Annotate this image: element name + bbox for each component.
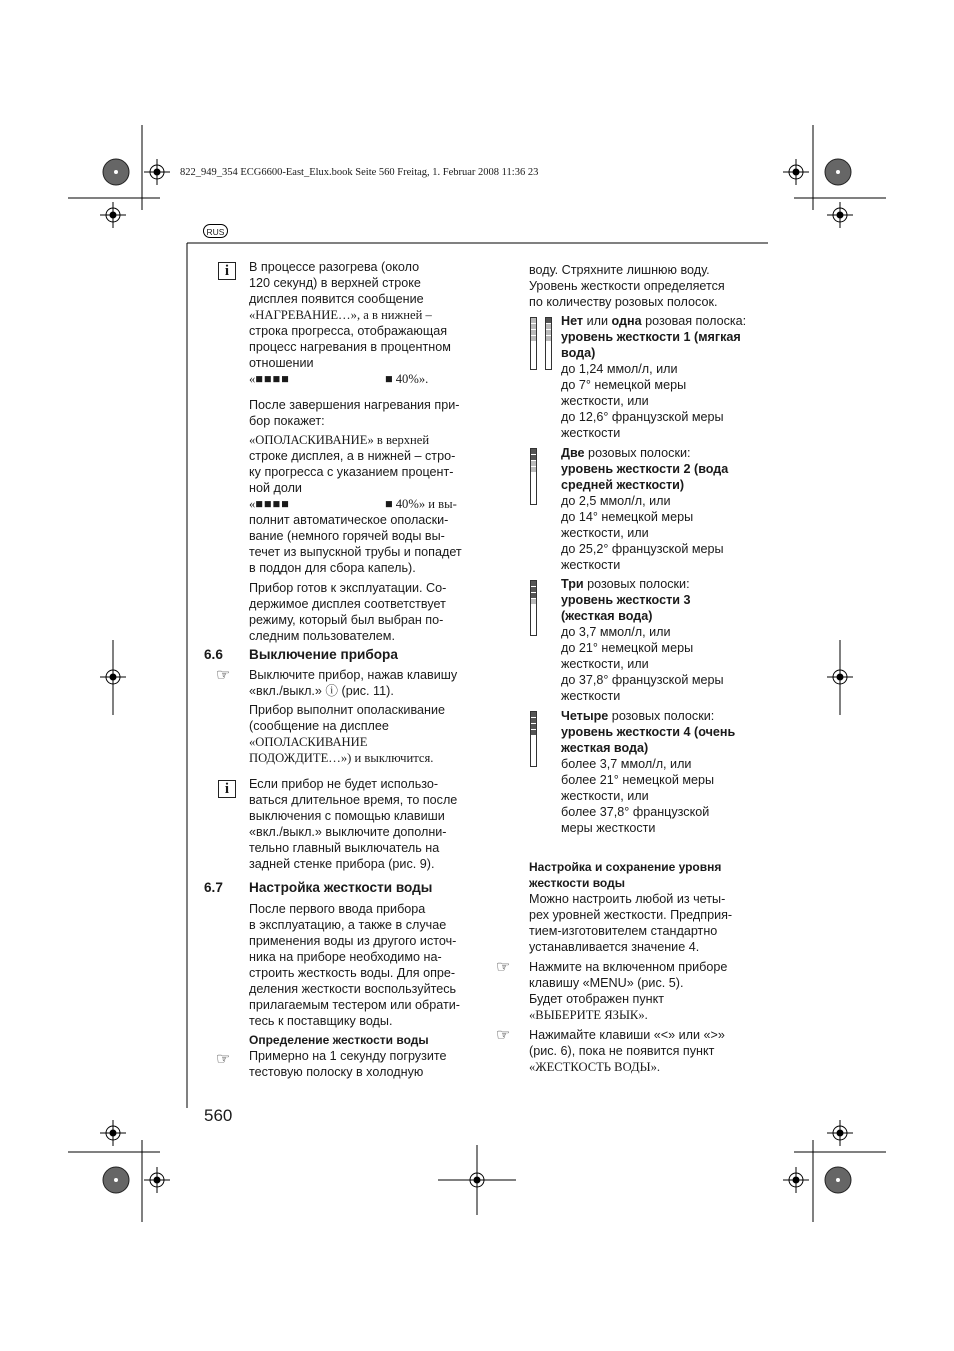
level-count: Две <box>561 446 585 460</box>
section-title: Выключение прибора <box>249 647 398 662</box>
test-strip-intro <box>529 262 759 310</box>
level-title: вода) <box>561 346 596 360</box>
info-icon: i <box>218 780 236 798</box>
text-line: применения воды из другого источ- <box>249 934 457 948</box>
file-info-line: 822_949_354 ECG6600-East_Elux.book Seite 560 Freitag, 1. Februar 2008 11:36 23 <box>180 167 539 178</box>
level-title: (жесткая вода) <box>561 609 653 623</box>
test-strip-icon <box>530 711 537 767</box>
text-line: в поддон для сбора капель). <box>249 561 416 575</box>
text-line: полнит автоматическое ополаски- <box>249 513 449 527</box>
text-line: жесткости, или <box>561 657 649 671</box>
section-number: 6.7 <box>204 880 223 895</box>
language-badge-label: RUS <box>206 227 225 237</box>
pointing-hand-icon: ☞ <box>496 959 511 976</box>
registration-rose-icon <box>103 1167 129 1193</box>
test-strip-icon <box>545 317 552 370</box>
level-title: уровень жесткости 1 (мягкая <box>561 330 741 344</box>
text-line: «ОПОЛАСКИВАНИЕ» в верхней <box>249 433 430 447</box>
level-count: одна <box>611 314 642 328</box>
progress-end: ■ 40%». <box>385 372 429 386</box>
level-lead <box>561 445 761 461</box>
quote-mark: « <box>249 497 256 511</box>
section-number: 6.6 <box>204 647 223 662</box>
text-line: отношении <box>249 356 314 370</box>
text-line: (рис. 6), пока не появится пункт <box>529 1044 715 1058</box>
text-line: ной доли <box>249 481 302 495</box>
text-line: до 25,2° французской меры <box>561 542 724 556</box>
level-lead <box>561 708 761 724</box>
text-line: выключения с помощью клавиши <box>249 809 445 823</box>
registration-cross-icon <box>144 159 170 185</box>
registration-cross-icon <box>100 1120 126 1146</box>
level-title: уровень жесткости 2 (вода <box>561 462 729 476</box>
registration-cross-icon <box>144 1167 170 1193</box>
text-line: до 37,8° французской меры <box>561 673 724 687</box>
progress-end: ■ 40%» и вы- <box>385 497 457 511</box>
text-line: (сообщение на дисплее <box>249 719 389 733</box>
text-line: Прибор выполнит ополаскивание <box>249 703 445 717</box>
quote-mark: « <box>249 372 256 386</box>
level-count: Четыре <box>561 709 609 723</box>
switch-off-steps <box>249 667 479 766</box>
text-line: 120 секунд) в верхней строке <box>249 276 421 290</box>
subheading: Определение жесткости воды <box>249 1033 429 1047</box>
registration-rose-icon <box>103 159 129 185</box>
text-line: ПОДОЖДИТЕ…») и выключится. <box>249 751 434 765</box>
text-line: по количеству розовых полосок. <box>529 295 718 309</box>
test-strip-icon <box>530 580 537 636</box>
text-line: Будет отображен пункт <box>529 992 665 1006</box>
text-line: Выключите прибор, нажав клавишу <box>249 668 458 682</box>
text-line: Можно настроить любой из четы- <box>529 892 726 906</box>
hardness-level-4 <box>561 708 761 836</box>
registration-rose-icon <box>825 1167 851 1193</box>
text-line: жесткости, или <box>561 526 649 540</box>
registration-rose-icon <box>825 159 851 185</box>
text-line: режиму, который был выбран по- <box>249 613 444 627</box>
level-lead <box>561 313 761 329</box>
text-line: меры жесткости <box>561 821 656 835</box>
text-line: жесткости <box>561 558 621 572</box>
text-line: вание (немного горячей воды вы- <box>249 529 445 543</box>
level-count: Нет <box>561 314 584 328</box>
text-line: Уровень жесткости определяется <box>529 279 725 293</box>
text-line: «вкл./выкл.» ⓘ (рис. 11). <box>249 684 394 698</box>
registration-cross-icon <box>100 202 126 228</box>
text-line: После завершения нагревания при- <box>249 398 460 412</box>
language-badge <box>203 224 228 238</box>
progress-blocks: ■■■■ <box>255 372 290 386</box>
long-idle-note <box>249 776 479 872</box>
text-line: прилагаемым тестером или обрати- <box>249 998 460 1012</box>
pointing-hand-icon: ☞ <box>496 1027 511 1044</box>
text-line: Прибор готов к эксплуатации. Со- <box>249 581 447 595</box>
level-title: жесткая вода) <box>561 741 649 755</box>
text-line: задней стенке прибора (рис. 9). <box>249 857 435 871</box>
pointing-hand-icon: ☞ <box>216 667 231 684</box>
heating-note <box>249 259 479 644</box>
text-line: После первого ввода прибора <box>249 902 426 916</box>
text-line: до 7° немецкой меры <box>561 378 687 392</box>
registration-cross-icon <box>827 202 853 228</box>
section-title: Настройка жесткости воды <box>249 880 433 895</box>
registration-cross-icon <box>827 1120 853 1146</box>
text-line: «ОПОЛАСКИВАНИЕ <box>249 735 368 749</box>
text-line: «НАГРЕВАНИЕ…», а в нижней – <box>249 308 432 322</box>
registration-cross-icon <box>783 159 809 185</box>
text-line: ку прогресса с указанием процент- <box>249 465 454 479</box>
text-line: «ЖЕСТКОСТЬ ВОДЫ». <box>529 1060 661 1074</box>
text-line: тесь к поставщику воды. <box>249 1014 393 1028</box>
text-line: ваться длительное время, то после <box>249 793 458 807</box>
pointing-hand-icon: ☞ <box>216 1051 231 1068</box>
text-line: более 3,7 ммол/л, или <box>561 757 692 771</box>
text-line: строить жесткость воды. Для опре- <box>249 966 456 980</box>
level-title: уровень жесткости 4 (очень <box>561 725 736 739</box>
text-line: Нажмите на включенном приборе <box>529 960 728 974</box>
hardness-level-2 <box>561 445 761 573</box>
text-line: более 37,8° французской <box>561 805 710 819</box>
text-line: жесткости, или <box>561 394 649 408</box>
text-line: более 21° немецкой меры <box>561 773 715 787</box>
text-line: держимое дисплея соответствует <box>249 597 446 611</box>
text-line: жесткости, или <box>561 789 649 803</box>
text-fragment: или <box>583 314 612 328</box>
text-line: устанавливается значение 4. <box>529 940 700 954</box>
text-line: дисплея появится сообщение <box>249 292 424 306</box>
text-line: деления жесткости воспользуйтесь <box>249 982 457 996</box>
text-line: Если прибор не будет использо- <box>249 777 439 791</box>
text-line: в эксплуатацию, а также в случае <box>249 918 447 932</box>
text-fragment: розовых полоски: <box>584 446 691 460</box>
level-title: средней жесткости) <box>561 478 685 492</box>
level-count: Три <box>561 577 584 591</box>
text-line: жесткости <box>561 689 621 703</box>
text-line: В процессе разогрева (около <box>249 260 420 274</box>
text-line: тестовую полоску в холодную <box>249 1065 424 1079</box>
text-line: до 1,24 ммол/л, или <box>561 362 678 376</box>
subheading: Настройка и сохранение уровня <box>529 860 722 874</box>
text-fragment: розовых полоски: <box>608 709 715 723</box>
text-line: ника на приборе необходимо на- <box>249 950 442 964</box>
text-line: «ВЫБЕРИТЕ ЯЗЫК». <box>529 1008 648 1022</box>
progress-bar-line <box>249 371 479 387</box>
text-line: до 3,7 ммол/л, или <box>561 625 671 639</box>
hardness-level-1 <box>561 313 761 441</box>
text-fragment: розовая полоска: <box>641 314 747 328</box>
text-line: рех уровней жесткости. Предприя- <box>529 908 733 922</box>
text-line: бор покажет: <box>249 414 325 428</box>
text-line: до 2,5 ммол/л, или <box>561 494 671 508</box>
hardness-level-3 <box>561 576 761 704</box>
text-line: течет из выпускной трубы и попадет <box>249 545 462 559</box>
level-title: уровень жесткости 3 <box>561 593 691 607</box>
text-line: до 14° немецкой меры <box>561 510 694 524</box>
page-number: 560 <box>204 1106 233 1125</box>
text-line: Примерно на 1 секунду погрузите <box>249 1049 447 1063</box>
text-line: строке дисплея, а в нижней – стро- <box>249 449 456 463</box>
hardness-setting-section <box>529 859 761 1075</box>
text-line: Нажимайте клавиши «<» или «>» <box>529 1028 725 1042</box>
subheading: жесткости воды <box>529 876 625 890</box>
registration-cross-icon <box>783 1167 809 1193</box>
progress-bar-line <box>249 496 479 512</box>
text-line: «вкл./выкл.» выключите дополни- <box>249 825 447 839</box>
text-line: жесткости <box>561 426 621 440</box>
level-lead <box>561 576 761 592</box>
text-line: следним пользователем. <box>249 629 395 643</box>
info-icon: i <box>218 262 236 280</box>
text-line: строка прогресса, отображающая <box>249 324 448 338</box>
text-line: до 21° немецкой меры <box>561 641 694 655</box>
text-line: клавишу «MENU» (рис. 5). <box>529 976 684 990</box>
text-line: тельно главный выключатель на <box>249 841 440 855</box>
test-strip-icon <box>530 317 537 370</box>
hardness-intro <box>249 901 481 1080</box>
text-line: тием-изготовителем стандартно <box>529 924 718 938</box>
progress-blocks: ■■■■ <box>255 497 290 511</box>
text-line: воду. Стряхните лишнюю воду. <box>529 263 710 277</box>
text-line: процесс нагревания в процентном <box>249 340 451 354</box>
text-line: до 12,6° французской меры <box>561 410 724 424</box>
text-fragment: розовых полоски: <box>583 577 690 591</box>
test-strip-icon <box>530 448 537 505</box>
